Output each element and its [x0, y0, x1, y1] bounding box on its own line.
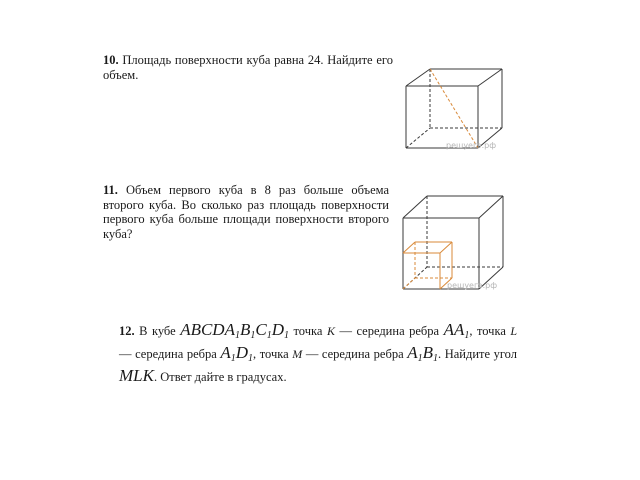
p12-text-1: В кубе — [139, 324, 176, 338]
edge-aa1: $AA_1$ — [443, 320, 470, 341]
p12-text-4: , точка — [469, 324, 506, 338]
cube11-edge — [403, 196, 427, 218]
problem-11-number: 11. — [103, 183, 118, 197]
edge-a1d1: $A_1D_1$ — [220, 343, 254, 364]
small-cube-edge — [403, 242, 415, 253]
point-k: K — [326, 324, 335, 338]
point-l: L — [510, 324, 518, 338]
p12-text-10: . Ответ дайте в градусах. — [153, 370, 287, 384]
edge-a1b1: $A_1B_1$ — [407, 343, 438, 364]
problem-10-text — [103, 53, 393, 82]
cube10-hidden-edge — [406, 128, 430, 148]
p12-text-3: — середина ребра — [339, 324, 440, 338]
p12-text-2: точка — [293, 324, 323, 338]
point-m: M — [292, 347, 303, 361]
cube-name: $ABCDA_1B_1C_1D_1$ — [180, 320, 289, 341]
problem-10-cube-figure — [396, 66, 510, 152]
small-cube-edge — [440, 242, 452, 253]
problem-11-statement: Объем первого куба в 8 раз больше объема второго куба. Во сколько раз площадь поверхности первого куба больше площади поверхности второго куба? — [103, 183, 390, 241]
problem-12-text — [119, 319, 517, 388]
problem-11-text — [103, 183, 389, 241]
watermark: решуегэ.рф — [447, 281, 498, 290]
p12-text-8: ребра — [373, 347, 404, 361]
problem-10-number: 10. — [103, 53, 119, 67]
p12-text-6: , точка — [253, 347, 289, 361]
p12-text-7: — середина — [305, 347, 371, 361]
cube10-edge — [478, 69, 502, 86]
watermark: решуегэ.рф — [446, 141, 497, 150]
p12-text-9: . Найдите угол — [438, 347, 517, 361]
problem-11-cubes-figure — [395, 193, 511, 293]
small-cube-hidden-edge — [403, 278, 415, 289]
problem-12-number: 12. — [119, 324, 135, 338]
cube10-edge — [406, 69, 430, 86]
angle-mlk: MLK — [119, 366, 154, 385]
cube11-edge — [479, 196, 503, 218]
p12-text-5: — середина ребра — [119, 347, 217, 361]
cube10-diagonal — [430, 69, 478, 148]
problem-10-statement: Площадь поверхности куба равна 24. Найдите его объем. — [103, 53, 393, 82]
